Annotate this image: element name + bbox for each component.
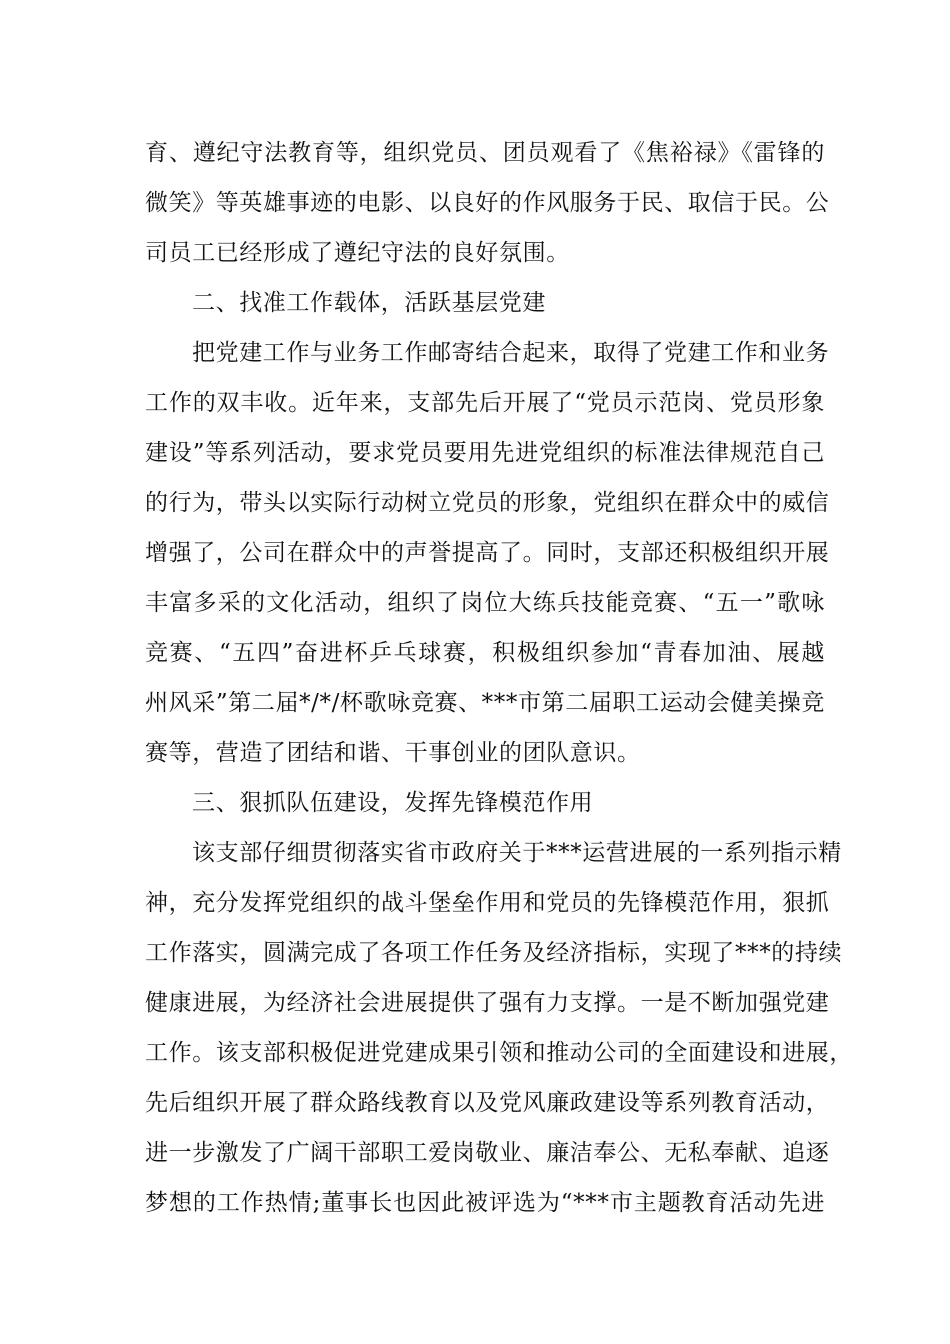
- section-heading: 二、找准工作载体，活跃基层党建: [192, 290, 546, 316]
- paragraph-line: 健康进展，为经济社会进展提供了强有力支撑。一是不断加强党建: [145, 990, 830, 1016]
- paragraph-line: 的行为，带头以实际行动树立党员的形象，党组织在群众中的威信: [145, 490, 830, 516]
- paragraph-line: 进一步激发了广阔干部职工爱岗敬业、廉洁奉公、无私奉献、追逐: [145, 1140, 830, 1166]
- paragraph-line: 微笑》等英雄事迹的电影、以良好的作风服务于民、取信于民。公: [145, 190, 830, 216]
- section-heading: 三、狠抓队伍建设，发挥先锋模范作用: [192, 790, 594, 816]
- paragraph-line: 工作的双丰收。近年来，支部先后开展了“党员示范岗、党员形象: [145, 390, 825, 416]
- paragraph-line: 梦想的工作热情;董事长也因此被评选为“***市主题教育活动先进: [145, 1190, 825, 1216]
- paragraph-line: 工作落实，圆满完成了各项工作任务及经济指标，实现了***的持续: [145, 940, 843, 966]
- paragraph-line: 把党建工作与业务工作邮寄结合起来，取得了党建工作和业务: [192, 340, 830, 366]
- paragraph-line: 赛等，营造了团结和谐、干事创业的团队意识。: [145, 740, 641, 766]
- paragraph-line: 先后组织开展了群众路线教育以及党风廉政建设等系列教育活动，: [145, 1090, 830, 1116]
- paragraph-line: 工作。该支部积极促进党建成果引领和推动公司的全面建设和进展，: [145, 1040, 853, 1066]
- paragraph-line: 增强了，公司在群众中的声誉提高了。同时，支部还积极组织开展: [145, 540, 830, 566]
- paragraph-line: 州风采”第二届*/*/杯歌咏竞赛、***市第二届职工运动会健美操竞: [145, 690, 825, 716]
- paragraph-line: 该支部仔细贯彻落实省市政府关于***运营进展的一系列指示精: [192, 840, 842, 866]
- paragraph-line: 建设”等系列活动，要求党员要用先进党组织的标准法律规范自己: [145, 440, 825, 466]
- paragraph-line: 神，充分发挥党组织的战斗堡垒作用和党员的先锋模范作用，狠抓: [145, 890, 830, 916]
- paragraph-line: 育、遵纪守法教育等，组织党员、团员观看了《焦裕禄》《雷锋的: [145, 140, 825, 166]
- paragraph-line: 丰富多采的文化活动，组织了岗位大练兵技能竞赛、“五一”歌咏: [145, 590, 825, 616]
- paragraph-line: 竞赛、“五四”奋进杯乒乓球赛，积极组织参加“青春加油、展越: [145, 640, 825, 666]
- paragraph-line: 司员工已经形成了遵纪守法的良好氛围。: [145, 240, 570, 266]
